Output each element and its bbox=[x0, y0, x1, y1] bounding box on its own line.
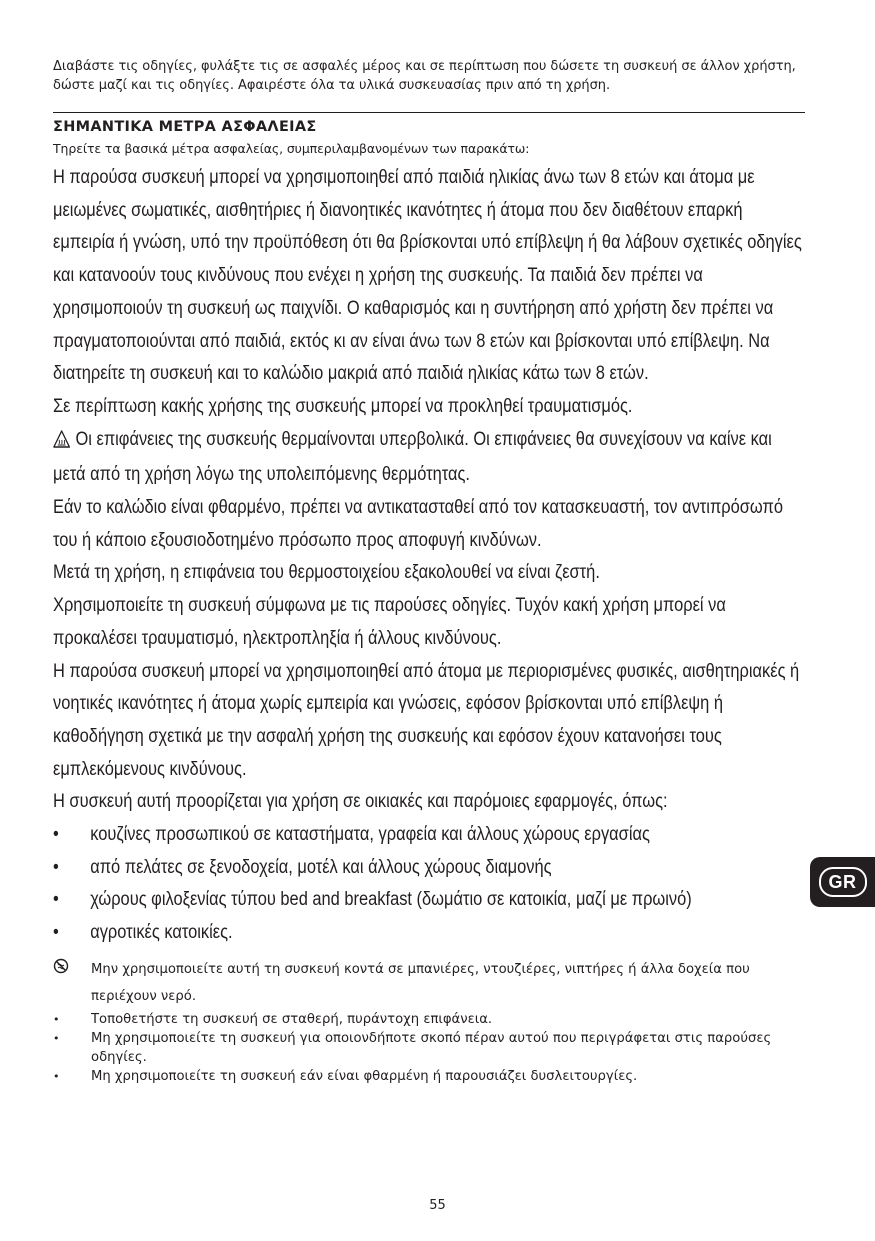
language-badge: GR bbox=[819, 867, 867, 897]
paragraph-intended-use: Η συσκευή αυτή προορίζεται για χρήση σε οικιακές και παρόμοιες εφαρμογές, όπως: bbox=[53, 791, 668, 813]
list-item bbox=[53, 819, 806, 852]
safety-subheading: Τηρείτε τα βασικά μέτρα ασφαλείας, συμπεριλαμβανομένων των παρακάτω: bbox=[53, 141, 530, 156]
bullet-marker: • bbox=[53, 856, 59, 878]
no-water-prohibition-icon bbox=[53, 957, 69, 984]
paragraph-misuse-injury: Σε περίπτωση κακής χρήσης της συσκευής μπορεί να προκληθεί τραυματισμός. bbox=[53, 395, 633, 417]
list-item bbox=[53, 917, 806, 950]
bullet-marker: • bbox=[53, 824, 59, 846]
list-item bbox=[53, 884, 806, 917]
hot-surface-text: Οι επιφάνειες της συσκευής θερμαίνονται υπερβολικά. Οι επιφάνειες θα συνεχίσουν να καίνε και μετά από τη χρήση λόγω της υπολειπόμενης θερμότητας. bbox=[53, 428, 772, 486]
manual-page bbox=[53, 58, 805, 1086]
intro-text: Διαβάστε τις οδηγίες, φυλάξτε τις σε ασφαλές μέρος και σε περίπτωση που δώσετε τη συσκευή σε άλλον χρήστη, δώστε μαζί και τις οδηγίες. Αφαιρέστε όλα τα υλικά συσκευασίας πριν από τη χρήση. bbox=[53, 59, 796, 93]
section-divider bbox=[53, 112, 805, 113]
list-item-text: Μην χρησιμοποιείτε αυτή τη συσκευή κοντά σε μπανιέρες, ντουζιέρες, νιπτήρες ή άλλα δοχεία που περιέχουν νερό. bbox=[91, 961, 750, 1004]
list-item bbox=[53, 956, 805, 1010]
bullet-marker: • bbox=[53, 889, 59, 911]
list-item bbox=[53, 852, 806, 885]
paragraph-use-per-instructions: Χρησιμοποιείτε τη συσκευή σύμφωνα με τις παρούσες οδηγίες. Τυχόν κακή χρήση μπορεί να προκαλέσει τραυματισμό, ηλεκτροπληξία ή άλλους κινδύνους. bbox=[53, 595, 726, 649]
list-item-text: κουζίνες προσωπικού σε καταστήματα, γραφεία και άλλους χώρους εργασίας bbox=[90, 824, 650, 846]
paragraph-hot-surface bbox=[53, 424, 806, 492]
list-item-text: από πελάτες σε ξενοδοχεία, μοτέλ και άλλους χώρους διαμονής bbox=[90, 856, 552, 878]
hot-surface-warning-icon bbox=[53, 427, 70, 460]
list-item-text: Μη χρησιμοποιείτε τη συσκευή εάν είναι φθαρμένη ή παρουσιάζει δυσλειτουργίες. bbox=[91, 1068, 638, 1084]
list-item-text: αγροτικές κατοικίες. bbox=[90, 922, 233, 944]
language-tab bbox=[810, 857, 875, 907]
list-item-text: Τοποθετήστε τη συσκευή σε σταθερή, πυράντοχη επιφάνεια. bbox=[91, 1011, 493, 1027]
bullet-marker: • bbox=[53, 922, 59, 944]
paragraph-damaged-cord: Εάν το καλώδιο είναι φθαρμένο, πρέπει να αντικατασταθεί από τον κατασκευαστή, τον αντιπρόσωπό του ή κάποιο εξουσιοδοτημένο πρόσωπο προς αποφυγή κινδύνων. bbox=[53, 497, 784, 551]
paragraph-element-hot: Μετά τη χρήση, η επιφάνεια του θερμοστοιχείου εξακολουθεί να είναι ζεστή. bbox=[53, 562, 600, 584]
list-item bbox=[53, 1029, 805, 1067]
paragraph-children-use: Η παρούσα συσκευή μπορεί να χρησιμοποιηθεί από παιδιά ηλικίας άνω των 8 ετών και άτομα με μειωμένες σωματικές, αισθητήριες ή διανοητικές ικανότητες ή άτομα που δεν διαθέτουν επαρκή εμπειρία ή γνώση, υπό την προϋπόθεση ότι θα βρίσκονται υπό επίβλεψη ή θα λάβουν σχετικές οδηγίες και κατανοούν τους κινδύνους που ενέχει η χρήση της συσκευής. Τα παιδιά δεν πρέπει να χρησιμοποιούν τη συσκευή ως παιχνίδι. Ο καθαρισμός και η συντήρηση από χρήστη δεν πρέπει να πραγματοποιούνται από παιδιά, εκτός κι αν είναι άνω των 8 ετών και βρίσκονται υπό επίβλεψη. Να διατηρείτε τη συσκευή και το καλώδιο μακριά από παιδιά ηλικίας κάτω των 8 ετών. bbox=[53, 167, 802, 385]
list-item-text: Μη χρησιμοποιείτε τη συσκευή για οποιονδήποτε σκοπό πέραν αυτού που περιγράφεται στις παρούσες οδηγίες. bbox=[91, 1030, 772, 1065]
list-item-text: χώρους φιλοξενίας τύπου bed and breakfast (δωμάτιο σε κατοικία, μαζί με πρωινό) bbox=[90, 889, 692, 911]
page-number: 55 bbox=[429, 1198, 446, 1213]
bullet-marker: • bbox=[53, 1069, 60, 1083]
list-item bbox=[53, 1010, 805, 1029]
bullet-marker: • bbox=[53, 1031, 60, 1045]
safety-instructions bbox=[53, 162, 806, 950]
paragraph-reduced-capabilities: Η παρούσα συσκευή μπορεί να χρησιμοποιηθεί από άτομα με περιορισμένες φυσικές, αισθητηριακές ή νοητικές ικανότητες ή άτομα χωρίς εμπειρία και γνώσεις, εφόσον βρίσκονται υπό επίβλεψη ή καθοδήγηση σχετικά με την ασφαλή χρήση της συσκευής και εφόσον έχουν κατανοήσει τους εμπλεκόμενους κινδύνους. bbox=[53, 660, 800, 780]
safety-heading: ΣΗΜΑΝΤΙΚΑ ΜΕΤΡΑ ΑΣΦΑΛΕΙΑΣ bbox=[53, 119, 317, 135]
bullet-marker: • bbox=[53, 1012, 60, 1026]
list-item bbox=[53, 1067, 805, 1086]
additional-warnings bbox=[53, 956, 805, 1086]
